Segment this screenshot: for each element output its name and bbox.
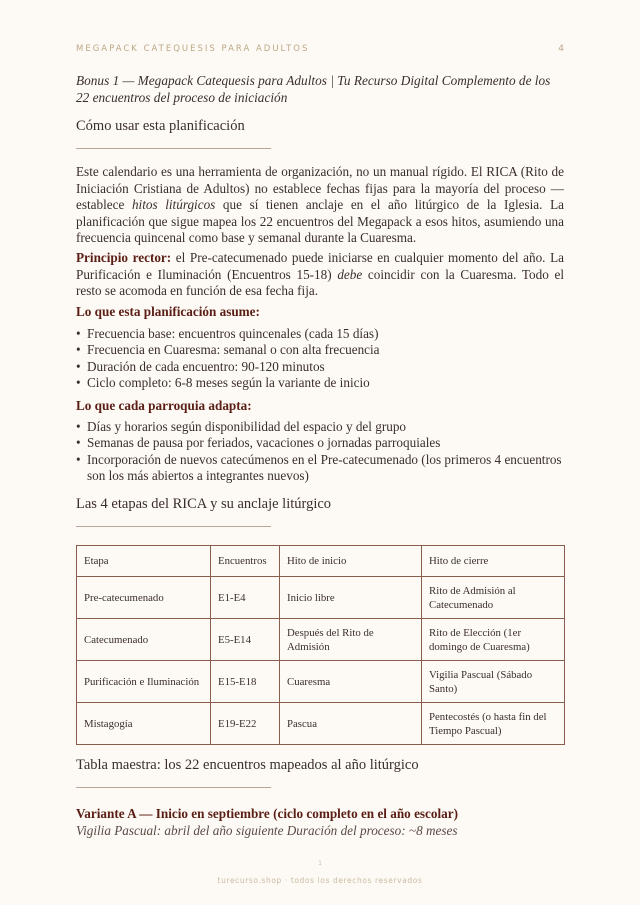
table-cell: Cuaresma bbox=[280, 661, 422, 703]
section-heading-how-to-use: Cómo usar esta planificación bbox=[76, 118, 245, 134]
list-item: • Días y horarios según disponibilidad del espacio y del grupo bbox=[76, 419, 564, 435]
paragraph-text: que sí tienen anclaje en el año litúrgico de la Iglesia. La planificación que sigue mapea los 22 encuentros del Megapack a esos hitos, asumiendo una frecuencia quincenal como base y semanal durante la Cuaresma. bbox=[76, 197, 564, 246]
table-cell: Purificación e Iluminación bbox=[77, 661, 211, 703]
paragraph-text: el Pre-catecumenado puede iniciarse en cualquier momento del año. La Purificación e Iluminación (Encuentros 15-18) bbox=[76, 250, 564, 282]
footer-number: 1 bbox=[318, 860, 322, 867]
table-cell: Vigilia Pascual (Sábado Santo) bbox=[422, 661, 565, 703]
stages-table bbox=[76, 545, 565, 745]
heading-rule bbox=[76, 787, 271, 788]
adapts-heading: Lo que cada parroquia adapta: bbox=[76, 398, 252, 413]
header-title: MEGAPACK CATEQUESIS PARA ADULTOS bbox=[76, 44, 310, 54]
adapts-list bbox=[76, 419, 564, 485]
footer-text: turecurso.shop · todos los derechos reservados bbox=[217, 876, 423, 885]
paragraph-text: Este calendario es una herramienta de organización, no un manual rígido. El RICA (Rito de Iniciación Cristiana de Adultos) no establece fechas fijas para la mayoría del proceso — establece bbox=[76, 164, 564, 213]
heading-rule bbox=[76, 526, 271, 527]
variant-a-subtitle: Vigilia Pascual: abril del año siguiente Duración del proceso: ~8 meses bbox=[76, 823, 458, 838]
section-heading-stages: Las 4 etapas del RICA y su anclaje litúrgico bbox=[76, 496, 332, 512]
paragraph-text: coincidir con la Cuaresma. Todo el resto se acomoda en función de esa fecha fija. bbox=[76, 266, 564, 299]
table-cell: Inicio libre bbox=[280, 577, 422, 619]
table-cell: Rito de Elección (1er domingo de Cuaresma) bbox=[422, 619, 565, 661]
assumes-list bbox=[76, 326, 564, 392]
list-item: • Semanas de pausa por feriados, vacaciones o jornadas parroquiales bbox=[76, 435, 564, 451]
table-cell: Pentecostés (o hasta fin del Tiempo Pascual) bbox=[422, 703, 565, 745]
table-cell: E5-E14 bbox=[211, 619, 280, 661]
emphasis-text: hitos litúrgicos bbox=[131, 197, 216, 213]
variant-a-title: Variante A — Inicio en septiembre (ciclo completo en el año escolar) bbox=[76, 806, 459, 821]
emphasis-text: debe bbox=[337, 266, 363, 282]
table-cell: Pre-catecumenado bbox=[77, 577, 211, 619]
column-header: Hito de inicio bbox=[280, 546, 422, 577]
table-row bbox=[77, 619, 565, 661]
running-header bbox=[76, 44, 564, 58]
list-item: • Frecuencia base: encuentros quincenales (cada 15 días) bbox=[76, 326, 564, 342]
principle-paragraph bbox=[76, 250, 564, 300]
heading-rule bbox=[76, 148, 271, 149]
list-item: • Duración de cada encuentro: 90-120 minutos bbox=[76, 359, 564, 375]
table-row bbox=[77, 703, 565, 745]
section-heading-master-table: Tabla maestra: los 22 encuentros mapeados al año litúrgico bbox=[76, 757, 419, 773]
assumes-heading: Lo que esta planificación asume: bbox=[76, 304, 260, 319]
column-header: Hito de cierre bbox=[422, 546, 565, 577]
intro-subtitle: Bonus 1 — Megapack Catequesis para Adultos | Tu Recurso Digital Complemento de los 22 encuentros del proceso de iniciación bbox=[76, 73, 551, 105]
list-item: • Frecuencia en Cuaresma: semanal o con alta frecuencia bbox=[76, 342, 564, 358]
list-item: • Ciclo completo: 6-8 meses según la variante de inicio bbox=[76, 375, 564, 391]
principle-label: Principio rector: bbox=[76, 250, 172, 265]
table-row bbox=[77, 661, 565, 703]
table-cell: Mistagogía bbox=[77, 703, 211, 745]
table-cell: E15-E18 bbox=[211, 661, 280, 703]
table-cell: E1-E4 bbox=[211, 577, 280, 619]
table-cell: Pascua bbox=[280, 703, 422, 745]
table-cell: Catecumenado bbox=[77, 619, 211, 661]
header-page-number: 4 bbox=[558, 44, 564, 54]
table-cell: E19-E22 bbox=[211, 703, 280, 745]
column-header: Encuentros bbox=[211, 546, 280, 577]
table-cell: Después del Rito de Admisión bbox=[280, 619, 422, 661]
column-header: Etapa bbox=[77, 546, 211, 577]
table-cell: Rito de Admisión al Catecumenado bbox=[422, 577, 565, 619]
intro-paragraph bbox=[76, 164, 564, 247]
list-item: • Incorporación de nuevos catecúmenos en el Pre-catecumenado (los primeros 4 encuentros son los más abiertos a integrantes nuevos) bbox=[76, 452, 564, 485]
table-row bbox=[77, 577, 565, 619]
table-header-row bbox=[77, 546, 565, 577]
